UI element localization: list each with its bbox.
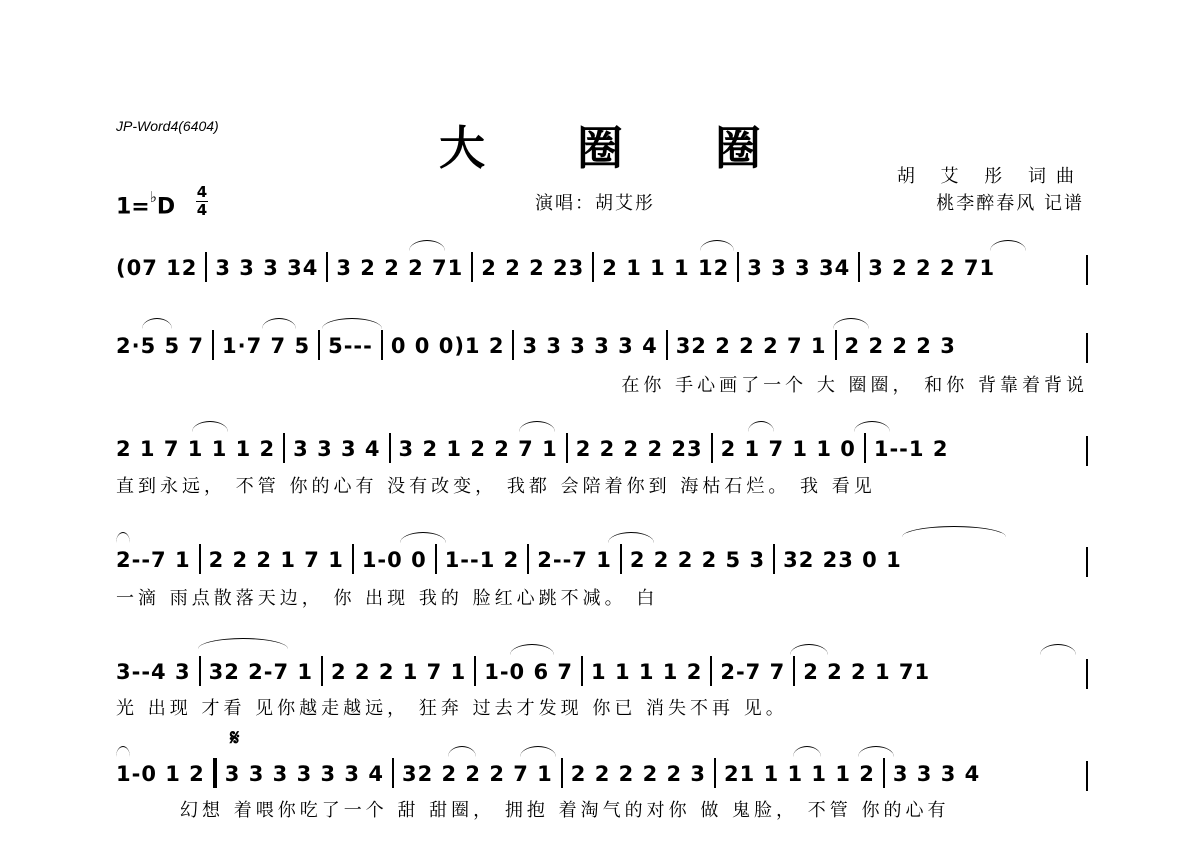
barline [561,758,563,788]
measure: 2--7 1 [116,548,191,572]
barline [321,656,323,686]
lyrics: 光 出现 才看 见你越走越远， 狂奔 过去才发现 你已 消失不再 见。 [116,698,788,719]
barline [1086,255,1088,285]
slur [519,421,555,432]
measure: 5--- [328,334,373,358]
measure: 3 2 2 2 71 [336,256,464,280]
barline [389,433,391,463]
slur [858,746,894,757]
segno-icon: 𝄋 [230,726,240,751]
lyrics: 在你 手心画了一个 大 圈圈， 和你 背靠着背说 [621,375,1088,396]
measure: (07 12 [116,256,198,280]
measure: 2·5 5 7 [116,334,205,358]
score-line [116,252,1088,282]
measure: 3 3 3 4 [293,437,381,461]
slur [520,746,556,757]
barline [793,656,795,686]
barline [212,330,214,360]
time-signature-bottom: 4 [196,201,208,219]
barline [1086,333,1088,363]
title-char: 大 [439,121,485,175]
slur [116,746,130,757]
repeat-start-barline [213,758,217,788]
measure: 3 3 3 3 3 4 [522,334,658,358]
slur [902,526,1006,537]
barline [592,252,594,282]
barline [512,330,514,360]
measure: 21 1 1 1 1 2 [724,762,875,786]
source-label: JP-Word4(6404) [116,118,219,134]
key-signature [116,188,176,220]
measure: 0 0 0)1 2 [390,334,505,358]
slur [793,746,821,757]
key-prefix: 1= [116,194,150,220]
key-note: D [156,194,176,220]
score-line [116,544,1088,574]
measure: 3 2 2 2 71 [868,256,996,280]
lyrics: 直到永远， 不管 你的心有 没有改变， 我都 会陪着你到 海枯石烂。 我 看见 [116,476,876,497]
barline [883,758,885,788]
slur [748,421,774,432]
barline [1086,659,1088,689]
measure: 1--1 2 [873,437,949,461]
measure: 2-7 7 [720,660,786,684]
slur [198,638,288,649]
measure: 1--1 2 [444,548,520,572]
barline [392,758,394,788]
measure: 3 3 3 34 [747,256,851,280]
barline [737,252,739,282]
slur [192,421,228,432]
slur [510,644,554,655]
barline [620,544,622,574]
measure: 1 1 1 1 2 [591,660,703,684]
measure: 32 2-7 1 [208,660,313,684]
barline [205,252,207,282]
barline [666,330,668,360]
barline [352,544,354,574]
barline [474,656,476,686]
measure: 1-0 0 [361,548,427,572]
composer-credit: 胡 艾 彤 词曲 [896,166,1084,187]
lyrics: 一滴 雨点散落天边， 你 出现 我的 脸红心跳不减。 白 [116,588,659,609]
slur [262,318,296,329]
singer-label: 演唱：胡艾彤 [535,193,655,214]
slur [116,532,130,543]
measure: 2 2 2 1 71 [803,660,931,684]
barline [381,330,383,360]
transcriber-credit: 桃李醉春风 记谱 [936,193,1084,214]
measure: 3 3 3 34 [215,256,319,280]
measure: 3--4 3 [116,660,191,684]
barline [283,433,285,463]
flat-icon: ♭ [149,188,157,206]
barline [581,656,583,686]
slur [142,318,172,329]
measure: 1·7 7 5 [222,334,311,358]
barline [1086,761,1088,791]
time-signature-top: 4 [196,183,208,201]
barline [858,252,860,282]
slur [790,644,828,655]
barline [714,758,716,788]
measure: 32 2 2 2 7 1 [401,762,553,786]
measure: 2 2 2 23 [481,256,585,280]
barline [199,656,201,686]
score-line [116,330,1088,360]
slur [322,318,382,329]
slur [448,746,476,757]
measure: 3 3 3 3 3 3 4 [224,762,384,786]
slur [700,240,734,251]
barline [435,544,437,574]
barline [710,656,712,686]
measure: 3 2 1 2 2 7 1 [398,437,558,461]
slur [1040,644,1076,655]
barline [326,252,328,282]
measure: 2 2 2 2 2 3 [570,762,707,786]
score-line [116,656,1088,686]
slur [990,240,1026,251]
time-signature [196,184,208,219]
barline [1086,436,1088,466]
measure: 1-0 1 2 [116,762,205,786]
measure: 2 1 7 1 1 1 2 [116,437,276,461]
lyrics: 幻想 着喂你吃了一个 甜 甜圈， 拥抱 着淘气的对你 做 鬼脸， 不管 你的心有 [180,800,950,821]
measure: 1-0 6 7 [484,660,574,684]
slur [400,532,446,543]
barline [1086,547,1088,577]
measure: 2 2 2 2 23 [575,437,703,461]
slur [409,240,445,251]
measure: 2 2 2 2 5 3 [629,548,766,572]
measure: 3 3 3 4 [892,762,981,786]
slur [833,318,869,329]
measure: 2 1 7 1 1 0 [720,437,856,461]
barline [835,330,837,360]
slur [608,532,654,543]
slur [854,421,890,432]
barline [471,252,473,282]
measure: 2 1 1 1 12 [602,256,730,280]
measure: 2 2 2 1 7 1 [208,548,344,572]
measure: 2--7 1 [537,548,612,572]
barline [318,330,320,360]
measure: 2 2 2 2 3 [844,334,956,358]
barline [711,433,713,463]
measure: 32 2 2 2 7 1 [675,334,827,358]
barline [566,433,568,463]
barline [864,433,866,463]
score-line [116,758,1088,788]
barline [773,544,775,574]
measure: 2 2 2 1 7 1 [330,660,467,684]
barline [527,544,529,574]
title-char: 圈 [577,121,623,175]
title-char: 圈 [715,121,761,175]
measure: 32 23 0 1 [783,548,902,572]
barline [199,544,201,574]
score-line [116,433,1088,463]
